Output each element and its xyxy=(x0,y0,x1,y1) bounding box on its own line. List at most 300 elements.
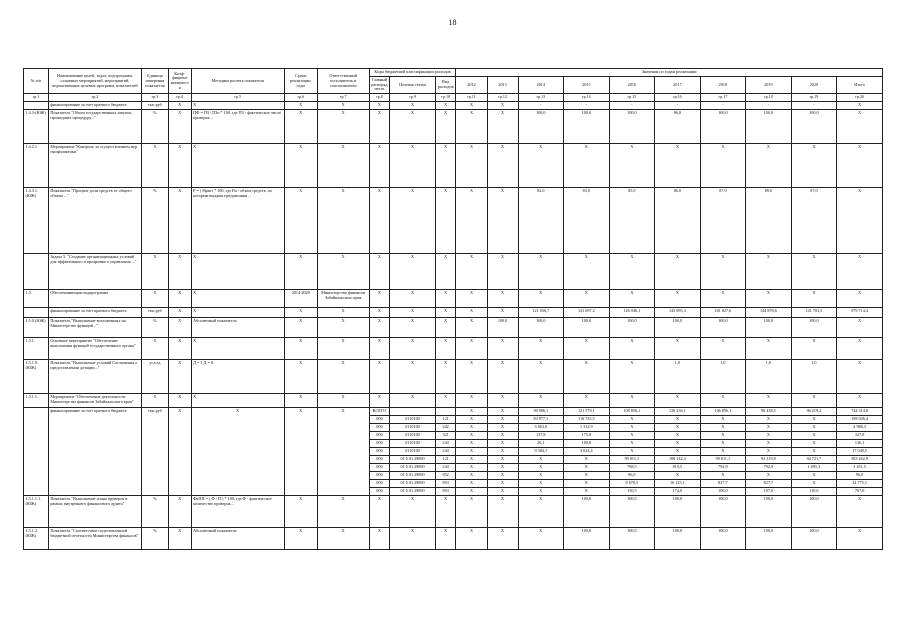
financing-value: 321 xyxy=(435,431,456,439)
table-cell xyxy=(24,253,49,289)
financing-value: 0110100 xyxy=(390,439,436,447)
column-number: гр.19 xyxy=(791,94,837,102)
header-budget-codes: Коды бюджетной классификации расходов xyxy=(369,69,456,77)
table-cell: Х xyxy=(369,359,390,393)
table-row xyxy=(24,359,883,393)
financing-value: Х xyxy=(609,423,655,431)
table-cell: 161 827,6 xyxy=(700,307,746,317)
financing-value: 83 977,1 xyxy=(518,415,564,423)
financing-value: Х xyxy=(456,471,487,479)
header-total: Итого xyxy=(837,76,883,93)
table-cell: 1.4.2.1. xyxy=(24,143,49,187)
table-cell: Х xyxy=(518,337,564,359)
table-cell: Х xyxy=(518,527,564,549)
table-row xyxy=(24,253,883,289)
table-cell: 100,0 xyxy=(746,495,792,527)
table-cell: Х xyxy=(456,187,487,253)
table-cell: Х xyxy=(284,527,317,549)
financing-value: 827,7 xyxy=(700,479,746,487)
financing-value: 100 142,4 xyxy=(655,455,701,463)
header-values: Значения по годам реализации xyxy=(456,69,883,77)
table-cell: Х xyxy=(317,317,369,337)
table-cell: финансирование за счет краевого бюджета xyxy=(48,101,141,109)
table-cell: Х xyxy=(369,109,390,143)
table-cell: - xyxy=(791,101,837,109)
table-cell: Х xyxy=(435,317,456,337)
financing-value: 242 xyxy=(435,423,456,431)
header-type: Вид расходов xyxy=(435,76,456,93)
table-cell: Х xyxy=(317,495,369,527)
column-number: гр.4 xyxy=(168,94,191,102)
financing-value: 244 xyxy=(435,447,456,455)
table-cell: Х xyxy=(435,527,456,549)
table-cell: Х xyxy=(435,337,456,359)
table-cell: Х xyxy=(837,527,883,549)
table-cell: Х xyxy=(518,289,564,307)
table-cell: тыс.руб xyxy=(141,307,168,317)
table-row xyxy=(24,337,883,359)
financing-value: Х xyxy=(791,415,837,423)
financing-value: Х xyxy=(456,407,487,415)
header-year: 2020 xyxy=(791,76,837,93)
financing-value: Х xyxy=(655,415,701,423)
table-cell: 100,0 xyxy=(609,109,655,143)
financing-value: 121 xyxy=(435,415,456,423)
financing-value: 175,8 xyxy=(564,431,610,439)
financing-value: Х xyxy=(518,487,564,495)
table-cell: - xyxy=(518,101,564,109)
table-cell: 100,0 xyxy=(700,317,746,337)
financing-value: 0110100 xyxy=(390,423,436,431)
table-cell: 2014-2020 xyxy=(284,289,317,307)
column-number: гр.13 xyxy=(518,94,564,102)
table-cell: Показатель "Выполнение условий Соглашения о предоставлении дотации..." xyxy=(48,359,141,393)
financing-unit: тыс.руб xyxy=(141,407,168,495)
table-cell: Х xyxy=(168,109,191,143)
table-cell: Министерство финансов Забайкальского края xyxy=(317,289,369,307)
table-cell: Х xyxy=(317,143,369,187)
table-cell: Х xyxy=(456,143,487,187)
table-cell: Х xyxy=(456,527,487,549)
financing-value: 792,9 xyxy=(700,463,746,471)
table-cell: % xyxy=(141,527,168,549)
header-terms: Сроки реализации, годы xyxy=(284,69,317,94)
table-cell: Х xyxy=(369,253,390,289)
table-cell: Х xyxy=(837,253,883,289)
table-cell: Х xyxy=(837,337,883,359)
table-cell: Х xyxy=(168,337,191,359)
financing-value: 0110100 xyxy=(390,447,436,455)
table-cell: Х xyxy=(191,253,284,289)
table-cell: Х xyxy=(746,337,792,359)
table-cell: финансирование за счет краевого бюджета xyxy=(48,307,141,317)
table-row xyxy=(24,495,883,527)
table-cell: Показатель "Выполнение плана проверок в рамках внутреннего финансового аудита" xyxy=(48,495,141,527)
table-cell: Х xyxy=(284,187,317,253)
x-cell: Х xyxy=(284,407,317,495)
table-cell: 100,0 xyxy=(655,495,701,527)
table-cell: Х xyxy=(456,359,487,393)
table-cell: Х xyxy=(390,289,436,307)
column-number: гр.8 xyxy=(369,94,390,102)
table-cell: Х xyxy=(435,143,456,187)
financing-value: 96 219,2 xyxy=(791,407,837,415)
table-cell: Х xyxy=(487,253,518,289)
table-cell: Х xyxy=(487,289,518,307)
table-cell: % xyxy=(141,495,168,527)
column-number: гр.9 xyxy=(390,94,436,102)
financing-value: Х xyxy=(564,471,610,479)
financing-value: Х xyxy=(518,471,564,479)
financing-value: 006 xyxy=(369,479,390,487)
financing-value: Х xyxy=(456,455,487,463)
table-cell: Х xyxy=(369,317,390,337)
table-cell: Х xyxy=(369,143,390,187)
financing-value: Х xyxy=(487,455,518,463)
table-cell: Х xyxy=(564,289,610,307)
column-number: гр.1 xyxy=(24,94,49,102)
financing-line xyxy=(24,407,883,415)
table-cell: Х xyxy=(456,289,487,307)
table-cell: Х xyxy=(564,337,610,359)
financing-value: 121 579,1 xyxy=(564,407,610,415)
table-cell: Х xyxy=(435,187,456,253)
table-cell: Х xyxy=(284,359,317,393)
table-cell: 100,0 xyxy=(791,527,837,549)
table-cell: 100,0 xyxy=(655,317,701,337)
x-cell: Х xyxy=(168,407,191,495)
table-header xyxy=(24,69,883,102)
financing-value: Х xyxy=(564,463,610,471)
table-cell xyxy=(24,101,49,109)
table-cell: 100,0 xyxy=(518,317,564,337)
financing-value: 99 011,1 xyxy=(700,455,746,463)
table-cell: 82,0 xyxy=(518,187,564,253)
financing-value: 006 xyxy=(369,415,390,423)
column-number: гр.2 xyxy=(48,94,141,102)
table-cell: Х xyxy=(609,143,655,187)
financing-value: 3 024,4 xyxy=(564,447,610,455)
table-cell: Х xyxy=(141,337,168,359)
table-row xyxy=(24,143,883,187)
table-cell: Х xyxy=(435,289,456,307)
table-cell: Х xyxy=(168,143,191,187)
financing-value: Х xyxy=(791,447,837,455)
table-cell: Х xyxy=(168,187,191,253)
table-cell: Х xyxy=(746,143,792,187)
table-cell: - xyxy=(700,101,746,109)
table-cell: 1.5. xyxy=(24,289,49,307)
table-cell: тыс.руб xyxy=(141,101,168,109)
header-year: 2015 xyxy=(564,76,610,93)
table-cell: - xyxy=(564,101,610,109)
table-cell: Обеспечивающая подпрограмма xyxy=(48,289,141,307)
table-cell: Х xyxy=(390,337,436,359)
financing-value: Х xyxy=(700,423,746,431)
table-cell: Х xyxy=(837,101,883,109)
table-cell: Х xyxy=(700,289,746,307)
financing-value: 106 856,1 xyxy=(700,407,746,415)
header-year: 2017 xyxy=(655,76,701,93)
financing-value: 327,8 xyxy=(837,431,883,439)
financing-value: 106,0 xyxy=(700,487,746,495)
table-cell: Х xyxy=(168,495,191,527)
table-cell: Х xyxy=(655,253,701,289)
table-cell: Х xyxy=(191,307,284,317)
table-cell: Х xyxy=(369,495,390,527)
financing-value: 744 314,8 xyxy=(837,407,883,415)
table-cell: 100,0 xyxy=(609,495,655,527)
financing-value: Х xyxy=(487,487,518,495)
column-number: гр.16 xyxy=(655,94,701,102)
table-cell xyxy=(24,307,49,317)
table-cell: Х xyxy=(456,307,487,317)
table-cell: Х xyxy=(390,393,436,407)
column-number: гр.20 xyxy=(837,94,883,102)
table-cell: 1.5.1.1.1.(ЮЖ) xyxy=(24,495,49,527)
table-cell: Х xyxy=(791,393,837,407)
financing-value: 819,5 xyxy=(655,463,701,471)
header-method: Методика расчета показателя xyxy=(191,69,284,94)
financing-value: 107,0 xyxy=(746,487,792,495)
financing-value: 136,1 xyxy=(837,439,883,447)
table-cell: 86,0 xyxy=(655,187,701,253)
financing-value: 1 095,3 xyxy=(791,463,837,471)
table-cell: Х xyxy=(487,143,518,187)
financing-value: 0110100 xyxy=(390,415,436,423)
table-cell: Х xyxy=(655,143,701,187)
table-cell: Х xyxy=(837,393,883,407)
table-cell: Х xyxy=(168,317,191,337)
table-cell: Абсолютный показатель xyxy=(191,527,284,549)
financing-value: 006 xyxy=(369,447,390,455)
financing-value: Х xyxy=(456,423,487,431)
header-article: Целевая статья xyxy=(390,76,436,93)
financing-value: 01 5 01 29890 xyxy=(390,463,436,471)
table-cell: Х xyxy=(284,337,317,359)
financing-value: Х xyxy=(791,479,837,487)
table-cell: Х xyxy=(317,101,369,109)
table-cell: % xyxy=(141,317,168,337)
financing-value: Х xyxy=(456,479,487,487)
financing-value: Х xyxy=(518,455,564,463)
header-year: 2018 xyxy=(700,76,746,93)
table-cell: 100,0 xyxy=(564,527,610,549)
table-cell: Х xyxy=(791,337,837,359)
table-cell: Х xyxy=(518,495,564,527)
table-cell: Х xyxy=(487,337,518,359)
financing-value: Х xyxy=(746,439,792,447)
column-number: гр.12 xyxy=(487,94,518,102)
column-number: гр.15 xyxy=(609,94,655,102)
table-cell: Х xyxy=(564,359,610,393)
financing-value: 99 011,1 xyxy=(609,455,655,463)
table-cell: Х xyxy=(317,393,369,407)
table-cell: 141 097,2 xyxy=(564,307,610,317)
table-cell: Показатель "Объем государственных закупок, прошедших процедуру..." xyxy=(48,109,141,143)
table-cell: Х xyxy=(700,143,746,187)
table-cell: 144 878,6 xyxy=(746,307,792,317)
financing-value: Х xyxy=(564,487,610,495)
blank-cell xyxy=(24,407,49,495)
table-cell: Х xyxy=(284,495,317,527)
table-cell: Основное мероприятие "Обеспечение выполнения функций государственного органа" xyxy=(48,337,141,359)
financing-value: Х xyxy=(655,423,701,431)
table-cell: Х xyxy=(655,289,701,307)
financing-value: 852 xyxy=(435,471,456,479)
table-cell: Д = 1 Д = 0 xyxy=(191,359,284,393)
table-cell: 1.5.1. xyxy=(24,337,49,359)
table-cell: Х xyxy=(317,253,369,289)
financing-value: 110,0 xyxy=(791,487,837,495)
table-cell: 96,0 xyxy=(655,109,701,143)
financing-value: 006 xyxy=(369,463,390,471)
table-cell: Х xyxy=(487,101,518,109)
table-cell: 100,0 xyxy=(700,109,746,143)
table-cell: Х xyxy=(609,393,655,407)
table-cell: 100,0 xyxy=(746,527,792,549)
x-cell: Х xyxy=(317,407,369,495)
financing-value: Х xyxy=(609,431,655,439)
table-cell: Х xyxy=(837,359,883,393)
table-cell: 100,0 xyxy=(700,527,746,549)
table-cell: Х xyxy=(837,317,883,337)
financing-label: финансирование за счет краевого бюджета xyxy=(48,407,141,495)
table-cell: 1.5.1.2.(ЮЖ) xyxy=(24,527,49,549)
table-cell: Х xyxy=(317,307,369,317)
header-year: 2016 xyxy=(609,76,655,93)
table-row xyxy=(24,393,883,407)
table-cell: Х xyxy=(487,527,518,549)
table-row xyxy=(24,527,883,549)
financing-value: 244 xyxy=(435,463,456,471)
header-num: № п/п xyxy=(24,69,49,94)
table-cell: 100,0 xyxy=(655,527,701,549)
table-cell: Х xyxy=(609,253,655,289)
table-cell: Х xyxy=(655,337,701,359)
table-cell: 85,0 xyxy=(609,187,655,253)
table-cell: 1,0 xyxy=(791,359,837,393)
financing-value: 01 5 01 29890 xyxy=(390,455,436,463)
table-cell: Х xyxy=(141,253,168,289)
table-cell: Х xyxy=(317,337,369,359)
table-cell: Х xyxy=(837,187,883,253)
table-cell: Х xyxy=(284,109,317,143)
table-cell: Х xyxy=(168,393,191,407)
table-cell: 1.5.0.(ЮЖ) xyxy=(24,317,49,337)
table-cell: Х xyxy=(456,109,487,143)
financing-value: 94 721,7 xyxy=(791,455,837,463)
table-cell: Х xyxy=(518,253,564,289)
table-cell: 1.4.3-(ЮЖ) xyxy=(24,109,49,143)
table-cell: Х xyxy=(655,393,701,407)
table-cell: 83,0 xyxy=(564,187,610,253)
table-cell: Х xyxy=(700,253,746,289)
table-cell: Х xyxy=(518,393,564,407)
table-cell: ФкПП = ( Ф / П ) * 100, где Ф - фактическое количество проверок... xyxy=(191,495,284,527)
financing-value: Х xyxy=(791,439,837,447)
financing-value: Х xyxy=(487,463,518,471)
financing-value: 853 xyxy=(435,479,456,487)
table-cell: Х xyxy=(837,143,883,187)
table-cell: 1,0 xyxy=(746,359,792,393)
table-cell: Х xyxy=(837,109,883,143)
financing-value xyxy=(390,407,436,415)
table-cell: 1.5.1.1. xyxy=(24,393,49,407)
column-number: гр.7 xyxy=(317,94,369,102)
table-body xyxy=(24,101,883,549)
financing-value: Х xyxy=(456,447,487,455)
financing-value: 34 775,1 xyxy=(837,479,883,487)
financing-value: Х xyxy=(564,455,610,463)
table-cell: Х xyxy=(837,289,883,307)
financing-value: 0110100 xyxy=(390,431,436,439)
table-cell: % xyxy=(141,187,168,253)
column-number: гр.5 xyxy=(191,94,284,102)
table-cell: Х xyxy=(168,289,191,307)
program-table xyxy=(23,68,883,550)
table-cell: Х xyxy=(369,307,390,317)
table-cell: 100,0 xyxy=(564,317,610,337)
table-row xyxy=(24,109,883,143)
table-cell: Х xyxy=(191,289,284,307)
financing-value: Х xyxy=(518,479,564,487)
table-cell: Р = ( Рфакт * 100, где Рн - объем средств, по которым выданы предписания ... xyxy=(191,187,284,253)
financing-value: Х xyxy=(487,407,518,415)
header-gr: Главный распорядитель xyxy=(369,76,390,93)
financing-value: 9 384,1 xyxy=(518,447,564,455)
table-cell: 87,0 xyxy=(700,187,746,253)
financing-value: Х xyxy=(791,431,837,439)
financing-value: Х xyxy=(791,423,837,431)
table-cell: 141 703,5 xyxy=(791,307,837,317)
table-cell: Х xyxy=(791,143,837,187)
table-cell: Х xyxy=(390,143,436,187)
financing-value: Х xyxy=(456,415,487,423)
financing-value: Х xyxy=(609,439,655,447)
table-cell: 100,0 xyxy=(518,109,564,143)
table-cell: Х xyxy=(700,393,746,407)
financing-value: Х xyxy=(456,431,487,439)
table-cell: Х xyxy=(317,109,369,143)
financing-value: 100,0 xyxy=(564,439,610,447)
table-cell: Х xyxy=(435,393,456,407)
table-cell: 100,0 xyxy=(700,495,746,527)
table-cell: Х xyxy=(518,143,564,187)
financing-value: 137,8 xyxy=(518,431,564,439)
financing-value: Х xyxy=(487,439,518,447)
financing-value: Х xyxy=(791,471,837,479)
x-cell: Х xyxy=(191,407,284,495)
table-cell: - xyxy=(746,101,792,109)
financing-value: 01 5 01 29890 xyxy=(390,487,436,495)
financing-value: Х xyxy=(456,439,487,447)
financing-value: Х xyxy=(746,471,792,479)
financing-value: 8 678,5 xyxy=(609,479,655,487)
financing-value: 01 5 01 29890 xyxy=(390,479,436,487)
table-cell: Х xyxy=(141,289,168,307)
table-cell: Х xyxy=(284,393,317,407)
table-cell: Х xyxy=(791,253,837,289)
table-cell: Х xyxy=(369,337,390,359)
table-cell: Х xyxy=(456,101,487,109)
financing-value: 174,0 xyxy=(655,487,701,495)
financing-value: 96,0 xyxy=(609,471,655,479)
table-cell: Х xyxy=(456,317,487,337)
table-cell: 89,0 xyxy=(746,187,792,253)
table-cell: Х xyxy=(435,359,456,393)
table-cell: 121 036,7 xyxy=(518,307,564,317)
